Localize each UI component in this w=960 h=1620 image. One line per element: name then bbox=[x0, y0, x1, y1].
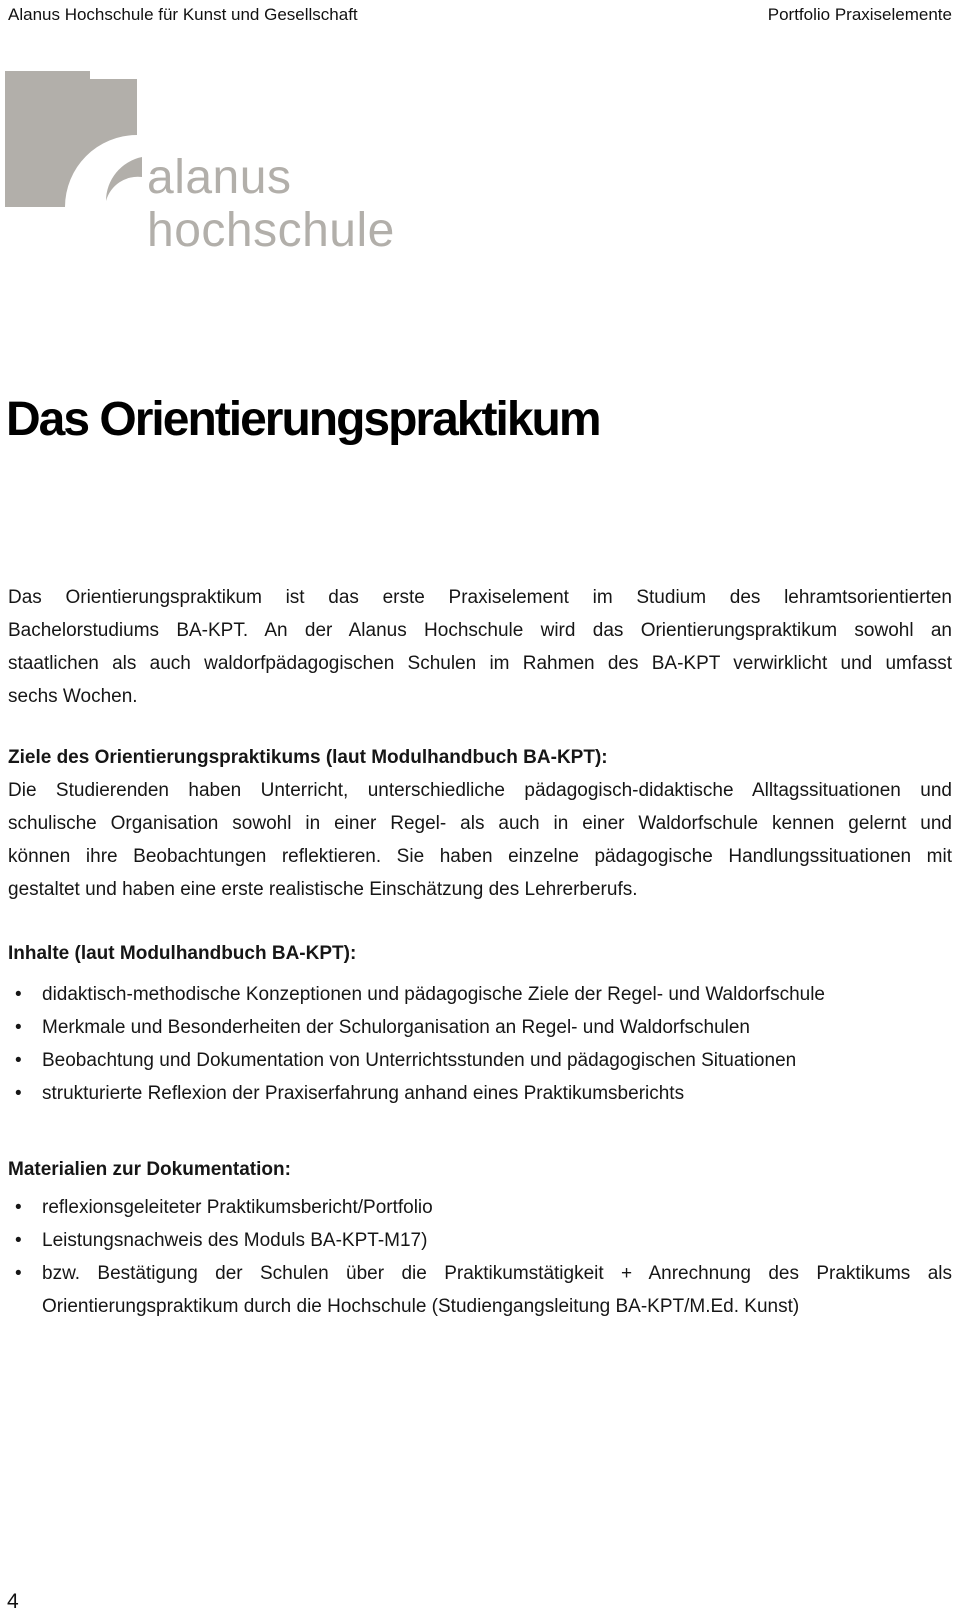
bullet-text: bzw. Bestätigung der Schulen über die Praktikumstätigkeit + Anrechnung des Praktikums als bbox=[42, 1263, 952, 1284]
bullet-text: Merkmale und Besonderheiten der Schulorganisation an Regel- und Waldorfschulen bbox=[42, 1017, 750, 1038]
paragraph-line: Das Orientierungspraktikum ist das erste Praxiselement im Studium des lehramtsorientierten bbox=[8, 587, 952, 608]
list-item bbox=[8, 978, 952, 1011]
section-heading: Inhalte (laut Modulhandbuch BA-KPT): bbox=[8, 943, 357, 964]
section-heading: Materialien zur Dokumentation: bbox=[8, 1159, 291, 1180]
header-right-text: Portfolio Praxiselemente bbox=[767, 5, 952, 24]
bullet-text: Beobachtung und Dokumentation von Unterrichtsstunden und pädagogischen Situationen bbox=[42, 1050, 797, 1071]
bullet-text: Leistungsnachweis des Moduls BA-KPT-M17) bbox=[42, 1230, 428, 1251]
alanus-logo-wordmark bbox=[147, 151, 395, 257]
bullet-list bbox=[8, 978, 952, 1110]
paragraph-line: staatlichen als auch waldorfpädagogischen Schulen im Rahmen des BA-KPT verwirklicht und umfasst bbox=[8, 653, 952, 674]
bullet-icon: • bbox=[15, 1263, 22, 1284]
section-materialien bbox=[8, 1153, 952, 1323]
page-title: Das Orientierungspraktikum bbox=[6, 393, 600, 447]
page-number: 4 bbox=[7, 1590, 19, 1613]
bullet-text: didaktisch-methodische Konzeptionen und pädagogische Ziele der Regel- und Waldorfschule bbox=[42, 984, 825, 1005]
bullet-icon: • bbox=[15, 1197, 22, 1218]
paragraph-line: gestaltet und haben eine erste realistische Einschätzung des Lehrerberufs. bbox=[8, 879, 638, 900]
list-item bbox=[8, 1011, 952, 1044]
section-inhalte bbox=[8, 937, 952, 1110]
bullet-text: Orientierungspraktikum durch die Hochschule (Studiengangsleitung BA-KPT/M.Ed. Kunst) bbox=[42, 1296, 800, 1317]
section-heading: Ziele des Orientierungspraktikums (laut Modulhandbuch BA-KPT): bbox=[8, 747, 608, 768]
paragraph-line: können ihre Beobachtungen reflektieren. Sie haben einzelne pädagogische Handlungssituationen mit bbox=[8, 846, 952, 867]
logo-word-hochschule: hochschule bbox=[147, 204, 395, 257]
list-item bbox=[8, 1191, 952, 1224]
bullet-icon: • bbox=[15, 1017, 22, 1038]
list-item bbox=[8, 1257, 952, 1323]
bullet-icon: • bbox=[15, 1230, 22, 1251]
paragraph-line: Bachelorstudiums BA-KPT. An der Alanus Hochschule wird das Orientierungspraktikum sowohl an bbox=[8, 620, 952, 641]
bullet-text: strukturierte Reflexion der Praxiserfahrung anhand eines Praktikumsberichts bbox=[42, 1083, 685, 1104]
bullet-icon: • bbox=[15, 1083, 22, 1104]
alanus-logo-mark-icon bbox=[5, 64, 145, 209]
bullet-icon: • bbox=[15, 1050, 22, 1071]
bullet-text: reflexionsgeleiteter Praktikumsbericht/Portfolio bbox=[42, 1197, 433, 1218]
intro-paragraph bbox=[8, 581, 952, 713]
logo-word-alanus: alanus bbox=[147, 151, 292, 204]
paragraph-line: sechs Wochen. bbox=[8, 686, 138, 707]
list-item bbox=[8, 1077, 952, 1110]
bullet-list bbox=[8, 1191, 952, 1323]
paragraph-line: schulische Organisation sowohl in einer Regel- als auch in einer Waldorfschule kennen gelernt und bbox=[8, 813, 952, 834]
paragraph-line: Die Studierenden haben Unterricht, unterschiedliche pädagogisch-didaktische Alltagssituationen und bbox=[8, 780, 952, 801]
bullet-icon: • bbox=[15, 984, 22, 1005]
list-item bbox=[8, 1224, 952, 1257]
section-ziele bbox=[8, 741, 952, 906]
header-left-text: Alanus Hochschule für Kunst und Gesellschaft bbox=[8, 5, 358, 24]
page-header bbox=[8, 4, 952, 26]
list-item bbox=[8, 1044, 952, 1077]
